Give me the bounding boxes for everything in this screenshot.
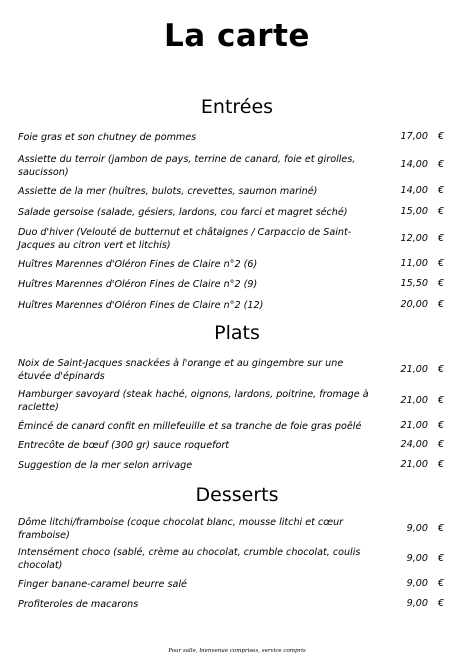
item-name: Émincé de canard confit en millefeuille et sa tranche de foie gras poêlé [18, 421, 362, 432]
item-price: 9,00 [406, 553, 428, 564]
item-name: Noix de Saint-Jacques snackées à l'orange et au gingembre sur une étuvée d'épinards [18, 358, 344, 382]
menu-title: La carte [164, 18, 310, 54]
currency-symbol: € [438, 233, 445, 244]
item-price: 9,00 [406, 578, 428, 589]
currency-symbol: € [438, 364, 445, 375]
currency-symbol: € [438, 553, 445, 564]
item-price: 24,00 [400, 439, 428, 450]
item-name: Assiette de la mer (huîtres, bulots, crevettes, saumon mariné) [18, 186, 318, 197]
item-name: Entrecôte de bœuf (300 gr) sauce roquefort [18, 440, 230, 451]
item-price: 15,50 [400, 278, 428, 289]
currency-symbol: € [438, 578, 445, 589]
item-name: Foie gras et son chutney de pommes [18, 132, 197, 143]
item-price: 21,00 [400, 395, 428, 406]
item-name: Suggestion de la mer selon arrivage [18, 460, 193, 471]
item-price: 9,00 [406, 523, 428, 534]
item-price: 11,00 [400, 258, 428, 269]
footer-note: Pour salle, bienvenue comprises, service compris [168, 648, 306, 654]
item-price: 17,00 [400, 131, 428, 142]
item-price: 21,00 [400, 364, 428, 375]
item-name: Assiette du terroir (jambon de pays, terrine de canard, foie et girolles, saucisson) [18, 154, 356, 178]
currency-symbol: € [438, 523, 445, 534]
item-price: 9,00 [406, 598, 428, 609]
currency-symbol: € [438, 395, 445, 406]
item-price: 14,00 [400, 159, 428, 170]
section-title-plats: Plats [214, 322, 260, 344]
item-name: Profiteroles de macarons [18, 599, 139, 610]
item-name: Finger banane-caramel beurre salé [18, 579, 187, 590]
currency-symbol: € [438, 459, 445, 470]
item-name: Intensément choco (sablé, crème au chocolat, crumble chocolat, coulis chocolat) [18, 547, 361, 571]
item-name: Huîtres Marennes d'Oléron Fines de Claire n°2 (12) [18, 300, 264, 311]
item-name: Huîtres Marennes d'Oléron Fines de Claire n°2 (6) [18, 259, 258, 270]
item-price: 14,00 [400, 185, 428, 196]
item-name: Duo d'hiver (Velouté de butternut et châtaignes / Carpaccio de Saint-Jacques au citron vert et litchis) [18, 227, 352, 251]
item-name: Huîtres Marennes d'Oléron Fines de Claire n°2 (9) [18, 279, 258, 290]
currency-symbol: € [438, 206, 445, 217]
currency-symbol: € [438, 439, 445, 450]
section-title-entrees: Entrées [200, 96, 274, 118]
currency-symbol: € [438, 258, 445, 269]
currency-symbol: € [438, 598, 445, 609]
item-price: 15,00 [400, 206, 428, 217]
item-price: 21,00 [400, 459, 428, 470]
section-title-desserts: Desserts [195, 484, 279, 506]
item-price: 12,00 [400, 233, 428, 244]
currency-symbol: € [438, 299, 445, 310]
item-name: Dôme litchi/framboise (coque chocolat blanc, mousse litchi et cœur framboise) [18, 517, 344, 541]
currency-symbol: € [438, 131, 445, 142]
item-name: Salade gersoise (salade, gésiers, lardons, cou farci et magret séché) [18, 207, 348, 218]
item-price: 20,00 [400, 299, 428, 310]
currency-symbol: € [438, 159, 445, 170]
currency-symbol: € [438, 420, 445, 431]
currency-symbol: € [438, 185, 445, 196]
item-price: 21,00 [400, 420, 428, 431]
item-name: Hamburger savoyard (steak haché, oignons, lardons, poitrine, fromage à raclette) [18, 389, 369, 413]
currency-symbol: € [438, 278, 445, 289]
